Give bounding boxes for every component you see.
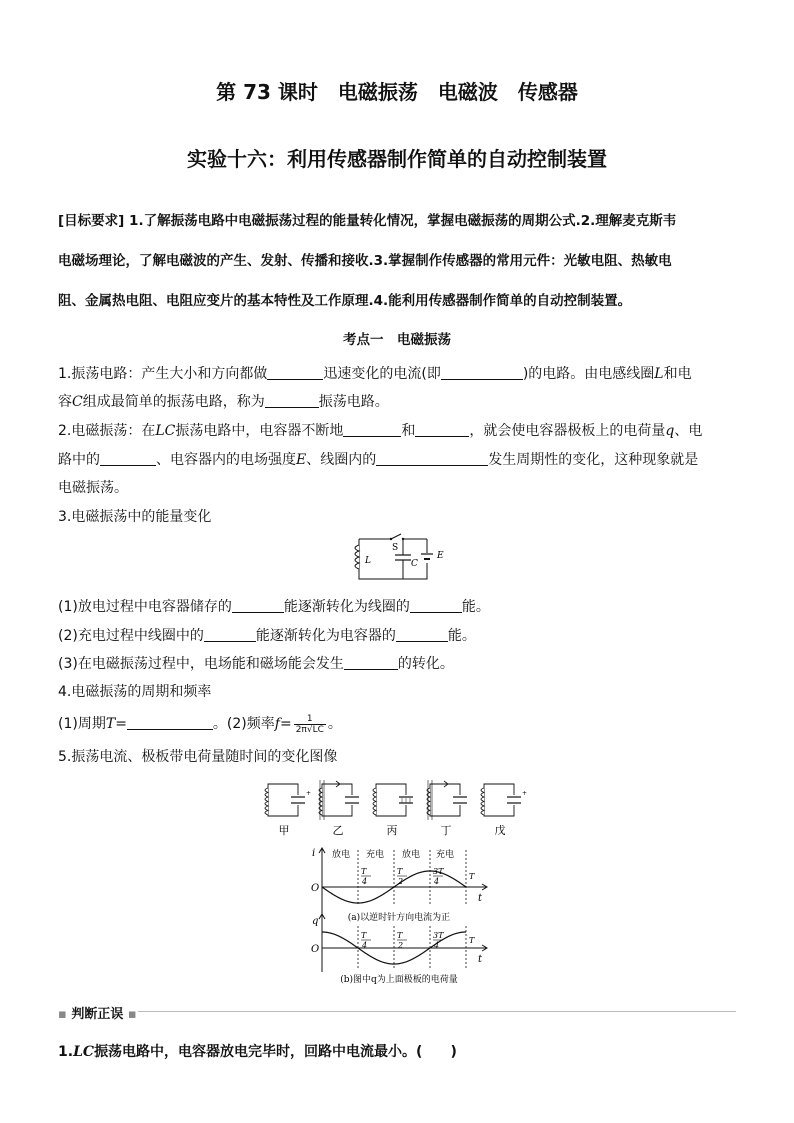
answer-blank[interactable] xyxy=(267,365,323,380)
stage-label: 丁 xyxy=(440,824,452,837)
stage-diagram xyxy=(265,784,311,837)
goals-line-1: [目标要求] 1.了解振荡电路中电磁振荡过程的能量转化情况，掌握电磁振荡的周期公式.2.理解麦克斯韦 xyxy=(58,213,677,229)
svg-text:T: T xyxy=(397,867,403,876)
item-5-title: 5.振荡电流、极板带电荷量随时间的变化图像 xyxy=(58,749,338,765)
svg-text:T: T xyxy=(361,867,367,876)
goals-line-2: 电磁场理论，了解电磁波的产生、发射、传播和接收.3.掌握制作传感器的常用元件：光敏电阻、热敏电 xyxy=(58,253,672,269)
graph-a-caption: (a)以逆时针方向电流为正 xyxy=(347,913,451,923)
answer-blank[interactable] xyxy=(343,422,401,437)
svg-text:T: T xyxy=(361,931,367,940)
energy-line-2: (2)充电过程中线圈中的 能逐渐转化为电容器的 能。 xyxy=(58,628,476,644)
stage-label: 甲 xyxy=(278,824,290,837)
svg-text:4: 4 xyxy=(362,877,368,886)
item-4-formula: (1)周期T= 。(2)频率f= $\frac{1}{2\pi√LC}$ 。 xyxy=(58,713,342,735)
item-1-line-2: 容C组成最简单的振荡电路，称为 振荡电路。 xyxy=(58,394,389,410)
svg-text:2: 2 xyxy=(398,941,404,950)
answer-blank[interactable] xyxy=(396,627,448,642)
tick-label xyxy=(433,931,444,950)
section-heading: 考点一 电磁振荡 xyxy=(343,332,451,348)
answer-blank[interactable] xyxy=(376,451,488,466)
page-title: 第 73 课时 电磁振荡 电磁波 传感器 xyxy=(216,80,578,104)
stage-diagram xyxy=(319,780,359,837)
item-4-title: 4.电磁振荡的周期和频率 xyxy=(58,684,212,700)
stage-label: 丙 xyxy=(386,824,398,837)
tick-label xyxy=(397,867,407,886)
tick-label xyxy=(361,867,371,886)
energy-line-1: (1)放电过程中电容器储存的 能逐渐转化为线圈的 能。 xyxy=(58,599,490,615)
axis-label-t: t xyxy=(478,954,483,965)
tick-label: T xyxy=(469,936,475,945)
svg-text:4: 4 xyxy=(434,941,440,950)
phase-label: 放电 xyxy=(402,850,421,860)
tick-label xyxy=(397,931,407,950)
item-2-line-2: 路中的 、电容器内的电场强度E、线圈内的 发生周期性的变化，这种现象就是 xyxy=(58,452,699,468)
charge-time-graph xyxy=(306,912,492,988)
stage-label: 戊 xyxy=(494,824,506,837)
svg-text:4: 4 xyxy=(434,877,440,886)
oscillation-stages-figure xyxy=(258,776,538,838)
stage-diagram xyxy=(481,784,527,837)
label-E: E xyxy=(437,551,444,561)
svg-text:+: + xyxy=(306,790,312,797)
label-C: C xyxy=(411,559,418,569)
stage-diagram xyxy=(427,780,467,837)
item-1-line-1: 1.振荡电路：产生大小和方向都做 迅速变化的电流(即 )的电路。由电感线圈L和电 xyxy=(58,366,692,382)
svg-text:T: T xyxy=(397,931,403,940)
tick-label xyxy=(433,867,444,886)
answer-blank[interactable] xyxy=(415,422,469,437)
item-2-line-1: 2.电磁振荡：在LC振荡电路中，电容器不断地 和 ，就会使电容器极板上的电荷量q、电 xyxy=(58,423,703,439)
axis-label-q: q xyxy=(312,916,319,927)
phase-label: 充电 xyxy=(366,850,385,860)
label-S: S xyxy=(392,543,399,553)
phase-label: 放电 xyxy=(332,850,351,860)
judge-heading: ▪ 判断正误 ▪ xyxy=(58,1007,137,1022)
question-1: 1.LC振荡电路中，电容器放电完毕时，回路中电流最小。( ) xyxy=(58,1044,457,1060)
label-L: L xyxy=(365,556,371,566)
answer-blank[interactable] xyxy=(100,451,156,466)
answer-blank[interactable] xyxy=(344,655,398,670)
answer-blank[interactable] xyxy=(410,598,462,613)
page-subtitle: 实验十六：利用传感器制作简单的自动控制装置 xyxy=(187,147,607,171)
svg-text:+: + xyxy=(522,790,528,797)
axis-label-i: i xyxy=(312,848,316,859)
lc-circuit-diagram xyxy=(345,533,450,585)
stage-label: 乙 xyxy=(332,824,344,837)
answer-blank[interactable] xyxy=(204,627,256,642)
svg-text:3T: 3T xyxy=(433,931,444,940)
answer-blank[interactable] xyxy=(441,365,523,380)
judge-divider xyxy=(138,1011,736,1012)
phase-label: 充电 xyxy=(436,850,455,860)
goals-line-3: 阻、金属热电阻、电阻应变片的基本特性及工作原理.4.能利用传感器制作简单的自动控制装置。 xyxy=(58,293,632,309)
origin-label: O xyxy=(311,944,320,955)
tick-label: T xyxy=(469,872,475,881)
energy-line-3: (3)在电磁振荡过程中，电场能和磁场能会发生 的转化。 xyxy=(58,656,454,672)
axis-label-t: t xyxy=(478,893,483,904)
stage-diagram xyxy=(373,784,413,837)
goals-tag: [目标要求] xyxy=(58,213,125,229)
svg-text:3T: 3T xyxy=(433,867,444,876)
answer-blank[interactable] xyxy=(265,393,319,408)
answer-blank[interactable] xyxy=(127,715,213,730)
graph-b-caption: (b)图中q为上面极板的电荷量 xyxy=(340,975,458,985)
svg-text:2: 2 xyxy=(398,877,404,886)
tick-label xyxy=(361,931,371,950)
frequency-fraction: $\frac{1}{2\pi√LC}$ xyxy=(295,713,324,735)
svg-text:4: 4 xyxy=(362,941,368,950)
item-2-line-3: 电磁振荡。 xyxy=(58,480,128,496)
origin-label: O xyxy=(311,883,320,894)
answer-blank[interactable] xyxy=(232,598,284,613)
item-3-title: 3.电磁振荡中的能量变化 xyxy=(58,509,212,525)
